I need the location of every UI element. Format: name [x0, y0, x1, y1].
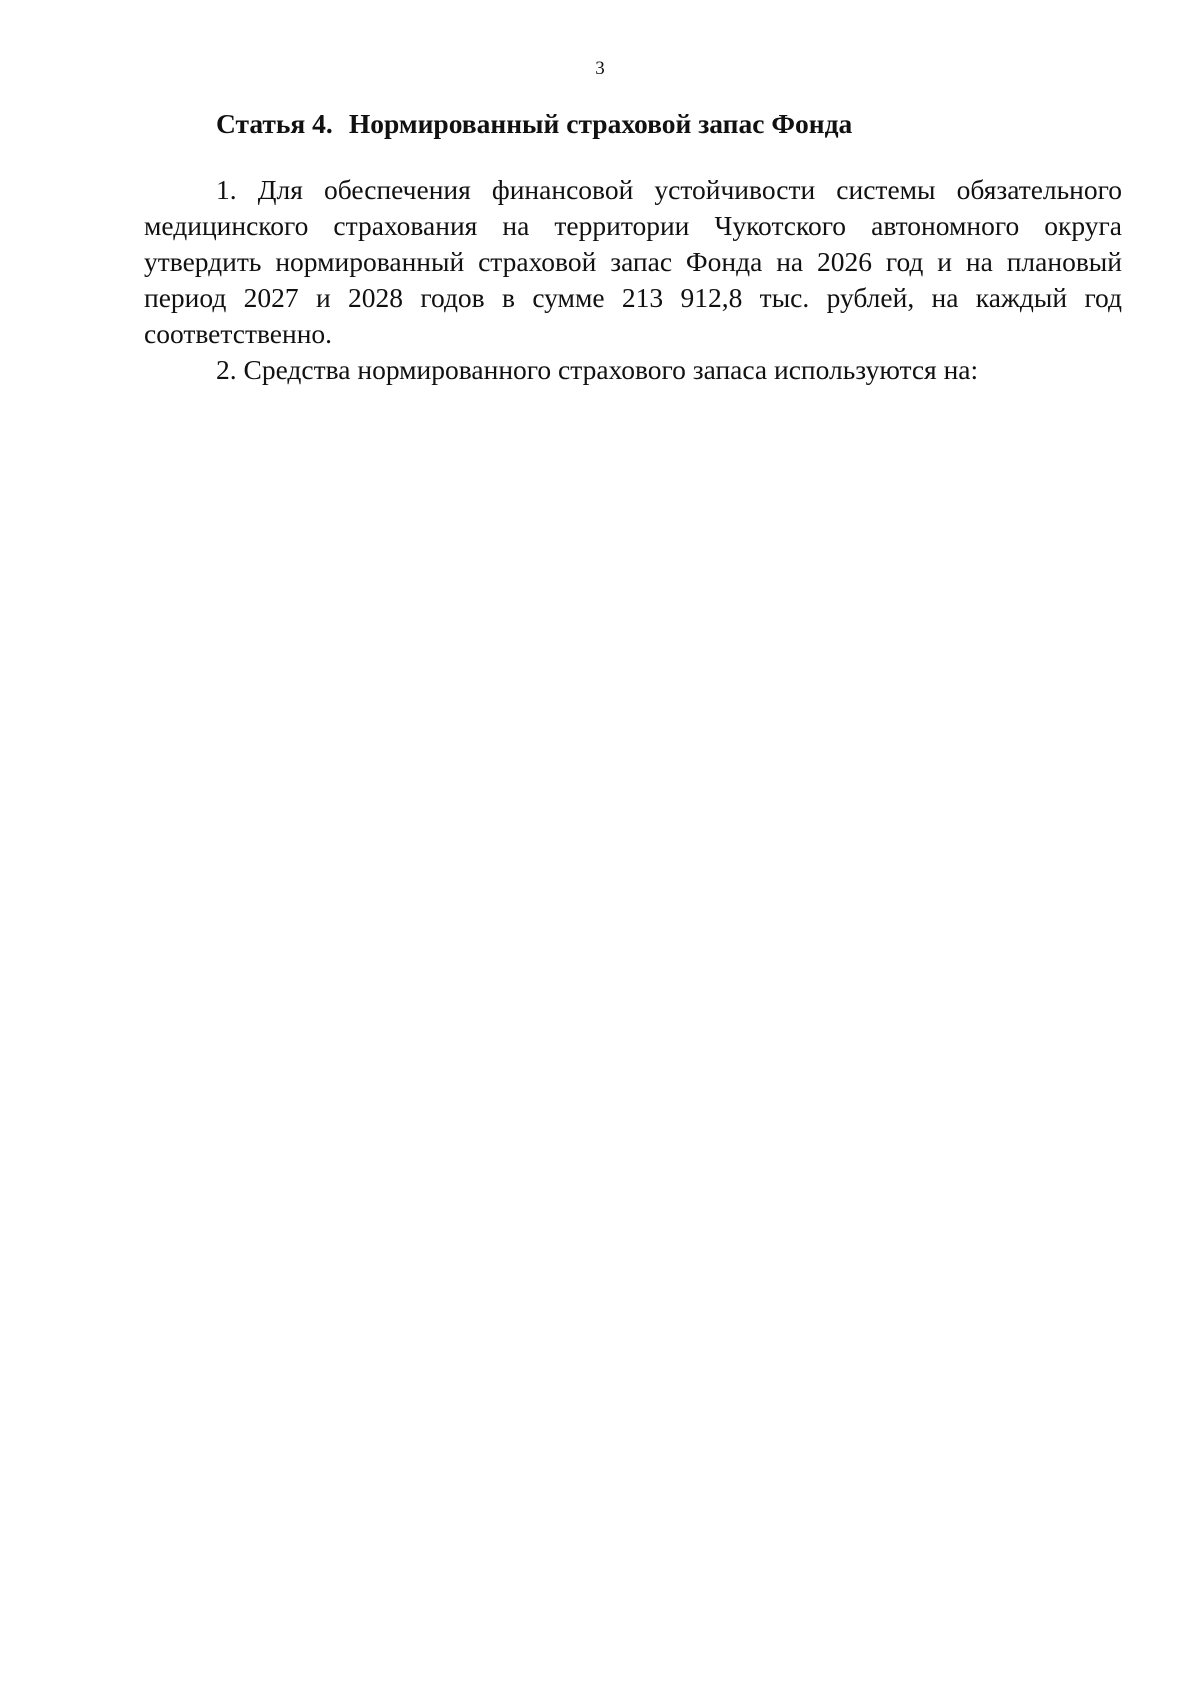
page-number: 3: [595, 58, 605, 79]
article-4-heading: [144, 106, 1122, 142]
article-4-title: Нормированный страховой запас Фонда: [348, 108, 853, 139]
paragraph: 1. Для обеспечения финансовой устойчивости системы обязательного медицинского страхования на территории Чукотского автономного округа утвердить нормированный страховой запас Фонда на 2026 год и на плановый период 2027 и 2028 годов в сумме 213 912,8 тыс. рублей, на каждый год соответственно.: [144, 174, 1122, 349]
paragraph: 2. Средства нормированного страхового запаса используются на:: [216, 354, 979, 385]
article-4-number: Статья 4.: [216, 108, 333, 139]
article-4-body: [144, 172, 1122, 388]
